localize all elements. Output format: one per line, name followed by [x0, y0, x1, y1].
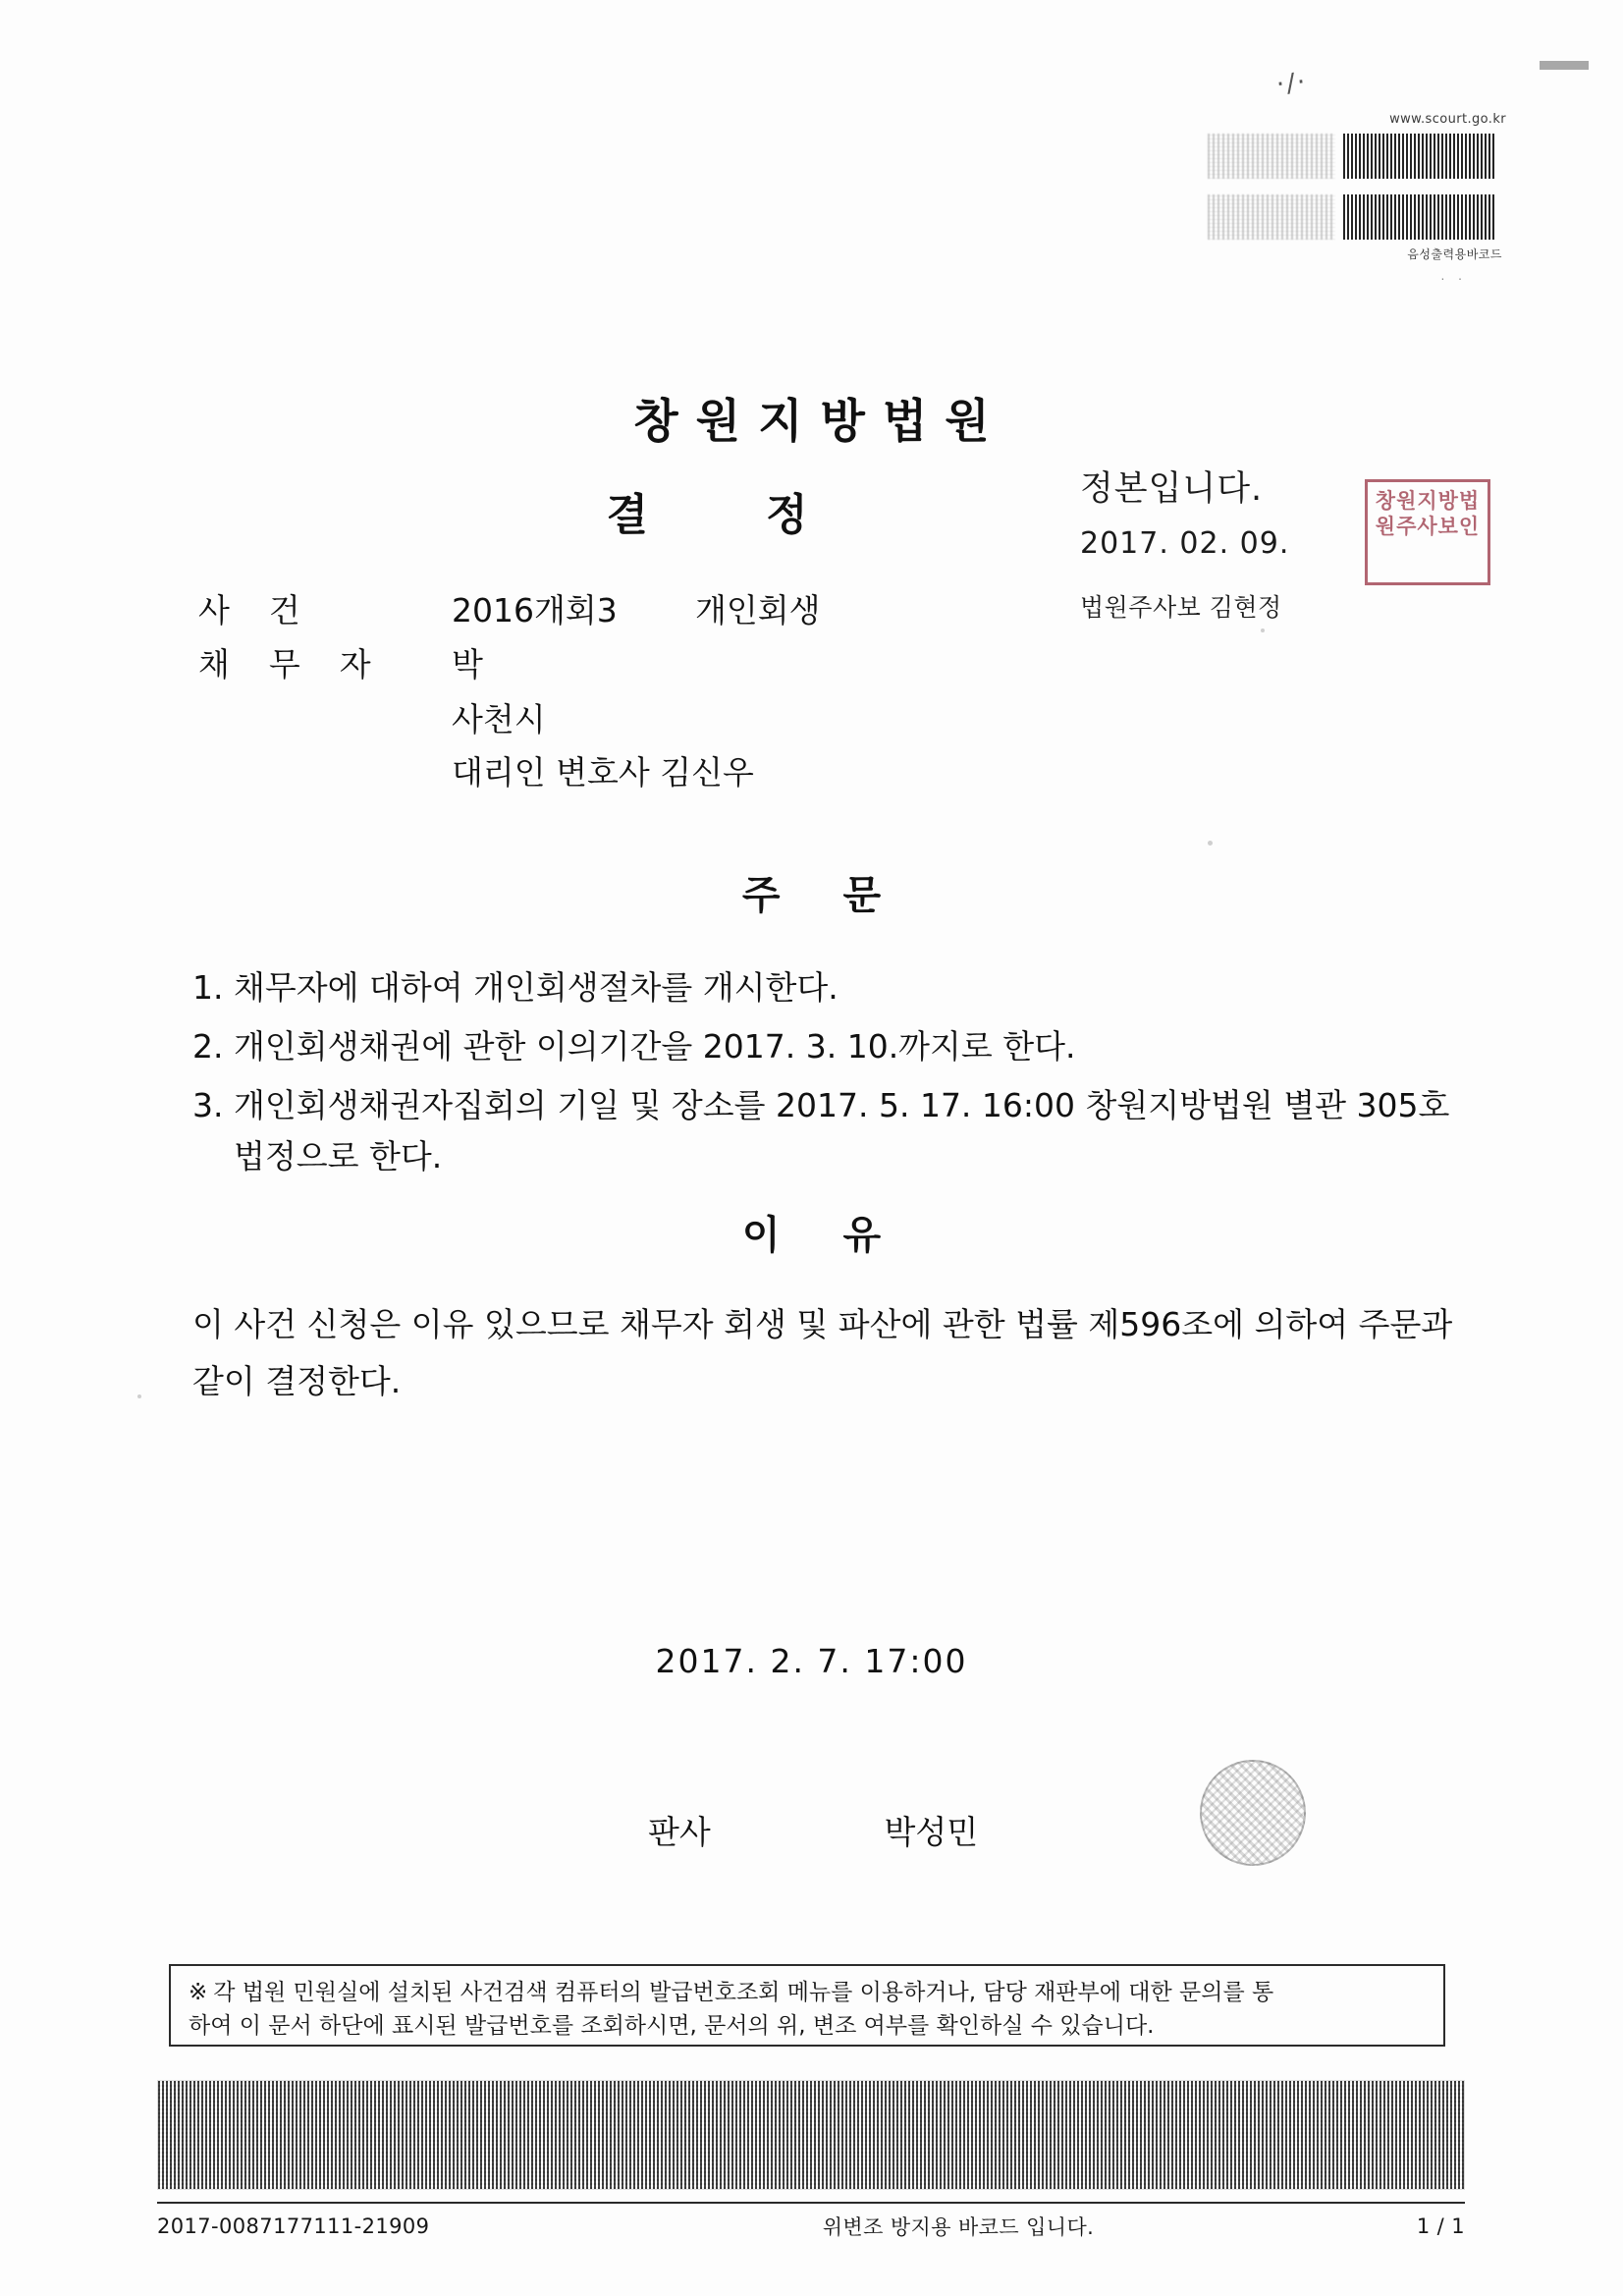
page-number: 1 / 1	[1416, 2214, 1465, 2238]
page-edge-mark	[1540, 61, 1589, 70]
case-row	[194, 585, 1373, 631]
court-name: 창원지방법원	[633, 395, 1007, 449]
order-item	[192, 1080, 1469, 1182]
certification-date: 2017. 02. 09.	[1080, 526, 1290, 561]
barcode-row-top	[1208, 134, 1502, 179]
scan-speck	[137, 1394, 141, 1398]
verification-notice-box	[169, 1964, 1445, 2047]
certification-officer: 법원주사보 김현정	[1080, 593, 1282, 622]
case-number: 2016개회3	[452, 591, 618, 629]
order-text: 개인회생채권자집회의 기일 및 장소를 2017. 5. 17. 16:00 창원지방법원 별관 305호 법정으로 한다.	[234, 1086, 1450, 1175]
judge-label: 판사	[648, 1813, 711, 1851]
issuance-barcode-block	[1208, 69, 1512, 285]
order-list	[192, 962, 1469, 1190]
barcode-row-bottom	[1208, 194, 1502, 240]
order-number: 1.	[192, 968, 224, 1007]
order-text: 개인회생채권에 관한 이의기간을 2017. 3. 10.까지로 한다.	[234, 1027, 1076, 1066]
handwritten-tick-icon: ·/·	[1274, 67, 1309, 100]
barcode-footer-caption: 위변조 방지용 바코드 입니다.	[822, 2215, 1095, 2239]
debtor-label: 채무자	[198, 645, 410, 683]
case-label: 사건	[198, 591, 340, 629]
order-section-title: 주문	[741, 873, 945, 918]
order-text: 채무자에 대하여 개인회생절차를 개시한다.	[234, 968, 839, 1007]
order-number: 3.	[192, 1086, 224, 1124]
order-item	[192, 1021, 1469, 1072]
debtor-address: 사천시	[452, 700, 546, 738]
order-number: 2.	[192, 1027, 224, 1066]
court-website-url: www.scourt.go.kr	[1389, 112, 1506, 127]
barcode-caption: 음성출력용바코드	[1407, 247, 1502, 261]
notice-line-1: 각 법원 민원실에 설치된 사건검색 컴퓨터의 발급번호조회 메뉴를 이용하거나, 담당 재판부에 대한 문의를 통	[213, 1980, 1274, 2005]
case-type: 개인회생	[695, 591, 821, 629]
notice-mark-icon: ※	[189, 1980, 208, 2005]
reason-section-title: 이유	[741, 1213, 945, 1258]
debtor-agent: 대리인 변호사 김신우	[452, 753, 754, 792]
order-item	[192, 962, 1469, 1013]
barcode-left-segment	[1208, 134, 1335, 179]
judge-name: 박성민	[884, 1813, 979, 1851]
barcode-right-segment	[1343, 194, 1495, 240]
barcode-right-segment	[1343, 134, 1495, 179]
case-meta	[194, 585, 1373, 799]
reason-paragraph: 이 사건 신청은 이유 있으므로 채무자 회생 및 파산에 관한 법률 제596조에 의하여 주문과 같이 결정한다.	[192, 1305, 1453, 1400]
decision-datetime: 2017. 2. 7. 17:00	[655, 1642, 968, 1680]
certification-statement: 정본입니다.	[1080, 469, 1264, 509]
judge-seal-icon	[1200, 1760, 1306, 1866]
scan-speck	[1208, 841, 1213, 846]
court-seal-stamp: 창원지방법원주사보인	[1365, 479, 1490, 585]
scan-dots: . .	[1440, 269, 1467, 283]
scan-speck	[1261, 629, 1265, 632]
anti-forgery-barcode	[157, 2080, 1465, 2190]
footer-divider	[157, 2202, 1465, 2204]
barcode-left-segment	[1208, 194, 1335, 240]
document-kind: 결정	[606, 490, 926, 540]
issue-number: 2017-0087177111-21909	[157, 2214, 430, 2238]
debtor-name: 박	[452, 645, 483, 683]
debtor-row	[194, 639, 1373, 685]
page-footer	[157, 2212, 1465, 2241]
judge-row	[648, 1807, 978, 1853]
notice-line-2: 하여 이 문서 하단에 표시된 발급번호를 조회하시면, 문서의 위, 변조 여부를 확인하실 수 있습니다.	[189, 2013, 1155, 2039]
